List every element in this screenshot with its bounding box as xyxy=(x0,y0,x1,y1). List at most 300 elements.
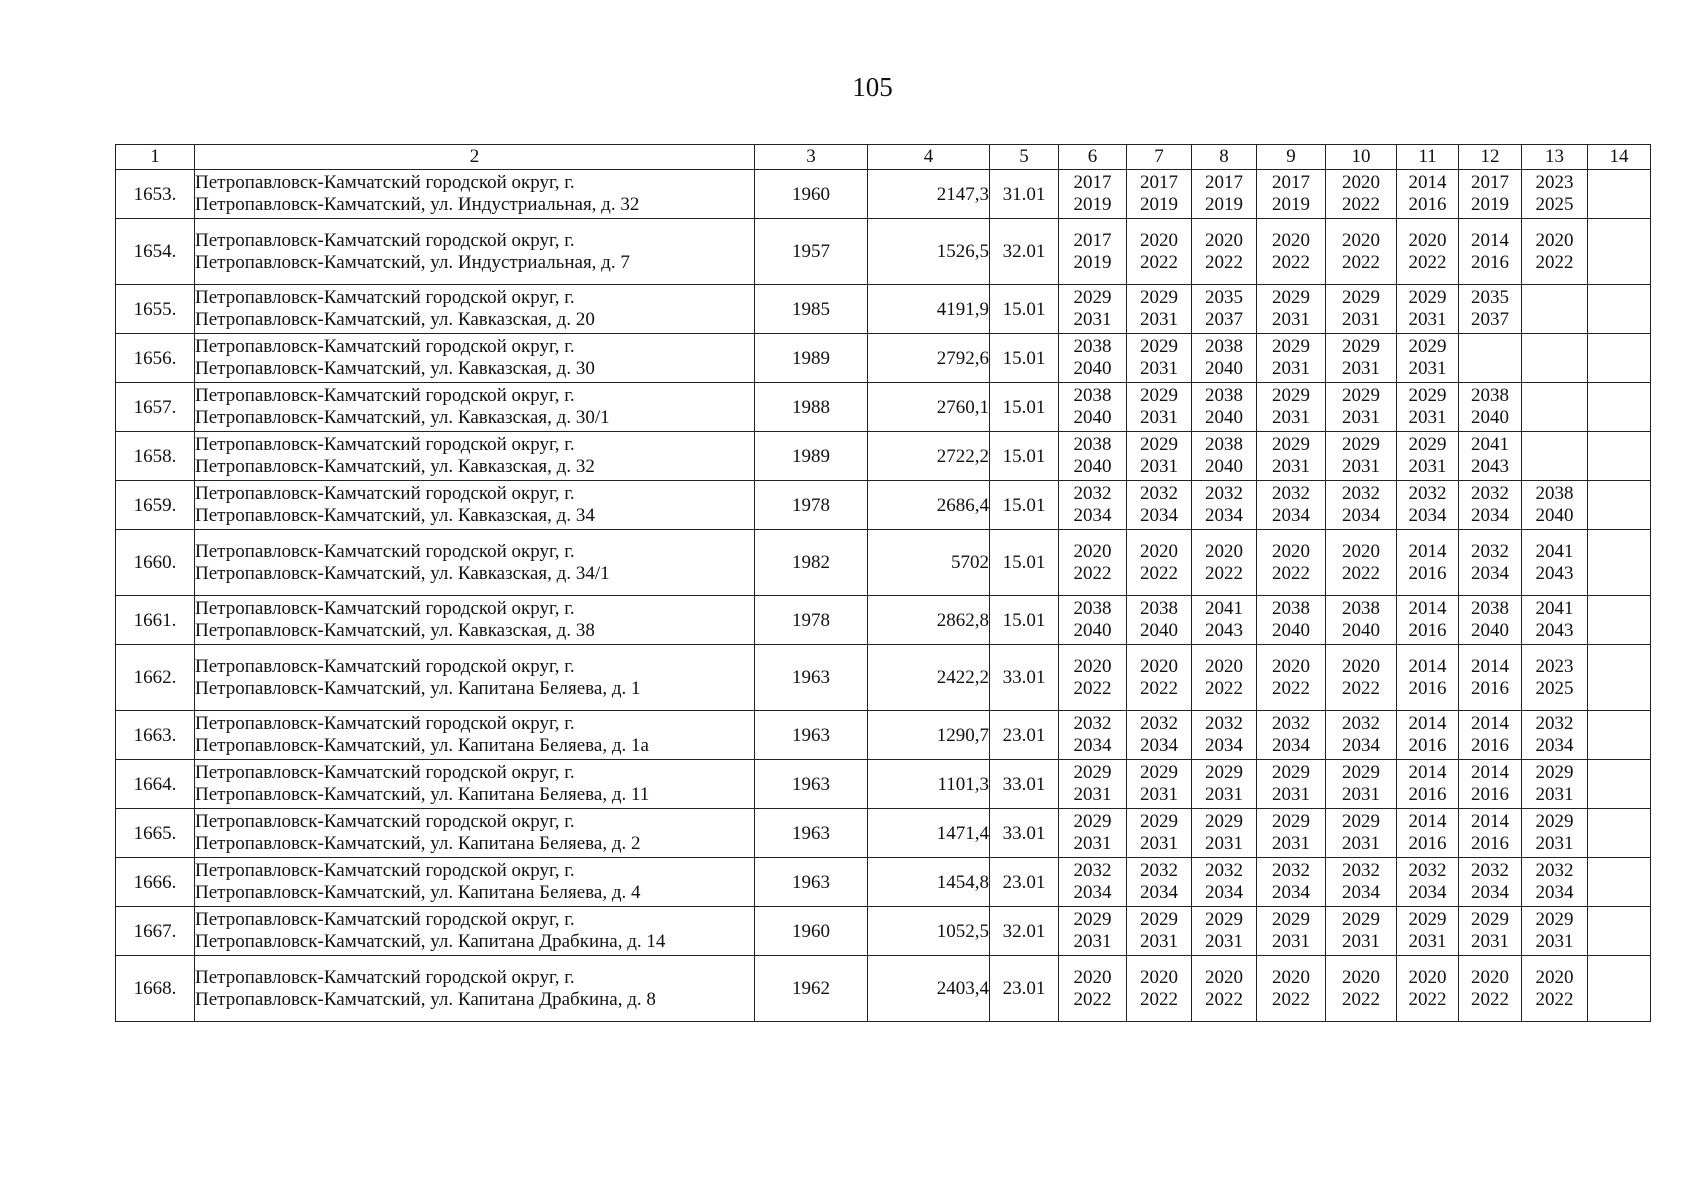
period-end-year: 2034 xyxy=(1140,882,1178,903)
period-cell xyxy=(1192,809,1257,858)
period-cell xyxy=(1059,711,1127,760)
address-line-1: Петропавловск-Камчатский городской округ, г. xyxy=(195,483,575,504)
construction-year: 1982 xyxy=(755,530,868,596)
period-start-year: 2020 xyxy=(1535,966,1574,988)
period-end-year: 2022 xyxy=(1140,562,1178,584)
period-cell xyxy=(1326,760,1397,809)
period-start-year: 2014 xyxy=(1408,811,1447,832)
period-cell xyxy=(1192,219,1257,285)
period-cell xyxy=(1326,285,1397,334)
period-start-year: 2029 xyxy=(1272,385,1310,406)
total-area: 2760,1 xyxy=(868,383,990,432)
period-cell xyxy=(1059,334,1127,383)
period-start-year: 2032 xyxy=(1140,483,1178,504)
period-cell xyxy=(1459,956,1522,1022)
period-cell xyxy=(1326,383,1397,432)
period-end-year: 2034 xyxy=(1471,505,1509,526)
period-end-year: 2031 xyxy=(1205,931,1243,952)
address-line-1: Петропавловск-Камчатский городской округ, г. xyxy=(195,540,575,562)
building-code: 15.01 xyxy=(990,285,1059,334)
period-end-year: 2016 xyxy=(1408,562,1447,584)
period-cell xyxy=(1459,907,1522,956)
period-end-year: 2040 xyxy=(1073,620,1112,641)
period-cell xyxy=(1522,170,1588,219)
period-cell xyxy=(1127,956,1192,1022)
period-cell xyxy=(1059,596,1127,645)
period-start-year: 2029 xyxy=(1205,762,1243,783)
period-start-year: 2032 xyxy=(1342,713,1380,734)
period-end-year: 2022 xyxy=(1342,677,1380,699)
period-start-year: 2020 xyxy=(1342,229,1380,251)
period-cell xyxy=(1059,285,1127,334)
address-cell xyxy=(195,481,755,530)
period-start-year: 2029 xyxy=(1073,811,1112,832)
period-cell xyxy=(1459,432,1522,481)
period-start-year: 2020 xyxy=(1342,966,1380,988)
period-cell xyxy=(1459,809,1522,858)
address-cell xyxy=(195,711,755,760)
construction-year: 1978 xyxy=(755,596,868,645)
period-start-year: 2041 xyxy=(1535,540,1574,562)
period-end-year: 2043 xyxy=(1205,620,1243,641)
period-start-year: 2032 xyxy=(1471,540,1509,562)
period-end-year: 2040 xyxy=(1073,358,1112,379)
period-cell xyxy=(1397,334,1459,383)
period-end-year: 2022 xyxy=(1073,677,1112,699)
column-number-cell: 5 xyxy=(990,145,1059,170)
construction-year: 1989 xyxy=(755,334,868,383)
period-cell xyxy=(1459,645,1522,711)
period-cell xyxy=(1588,596,1651,645)
period-end-year: 2019 xyxy=(1471,194,1509,215)
period-end-year: 2022 xyxy=(1535,988,1574,1010)
period-cell xyxy=(1588,809,1651,858)
period-cell xyxy=(1326,432,1397,481)
period-start-year: 2014 xyxy=(1471,655,1509,677)
period-cell xyxy=(1059,530,1127,596)
address-cell xyxy=(195,858,755,907)
period-cell xyxy=(1257,219,1326,285)
address-cell xyxy=(195,219,755,285)
period-start-year: 2032 xyxy=(1408,483,1447,504)
period-cell xyxy=(1326,858,1397,907)
building-code: 15.01 xyxy=(990,432,1059,481)
period-end-year: 2031 xyxy=(1272,456,1310,477)
period-cell xyxy=(1326,334,1397,383)
period-end-year: 2034 xyxy=(1205,882,1243,903)
period-start-year: 2029 xyxy=(1073,762,1112,783)
period-cell xyxy=(1522,334,1588,383)
table-row xyxy=(116,858,1651,907)
row-number: 1657. xyxy=(116,383,195,432)
period-cell xyxy=(1522,219,1588,285)
address-line-1: Петропавловск-Камчатский городской округ, г. xyxy=(195,713,575,734)
period-end-year: 2022 xyxy=(1342,988,1380,1010)
row-number: 1666. xyxy=(116,858,195,907)
period-cell xyxy=(1588,956,1651,1022)
period-cell xyxy=(1522,711,1588,760)
period-end-year: 2040 xyxy=(1205,407,1243,428)
period-cell xyxy=(1326,956,1397,1022)
period-cell xyxy=(1459,219,1522,285)
period-end-year: 2022 xyxy=(1272,251,1310,273)
period-cell xyxy=(1127,760,1192,809)
period-cell xyxy=(1522,645,1588,711)
period-end-year: 2037 xyxy=(1471,309,1509,330)
page-number: 105 xyxy=(852,72,893,102)
period-end-year: 2034 xyxy=(1535,735,1574,756)
period-cell xyxy=(1588,760,1651,809)
address-line-2: Петропавловск-Камчатский, ул. Кавказская, д. 38 xyxy=(195,620,595,641)
period-start-year: 2038 xyxy=(1205,385,1243,406)
address-line-1: Петропавловск-Камчатский городской округ, г. xyxy=(195,385,575,406)
construction-year: 1960 xyxy=(755,170,868,219)
period-end-year: 2040 xyxy=(1471,620,1509,641)
period-cell xyxy=(1257,711,1326,760)
address-line-1: Петропавловск-Камчатский городской округ, г. xyxy=(195,336,575,357)
period-end-year: 2016 xyxy=(1408,833,1447,854)
table-row xyxy=(116,645,1651,711)
period-cell xyxy=(1588,383,1651,432)
building-code: 15.01 xyxy=(990,596,1059,645)
period-end-year: 2025 xyxy=(1535,677,1574,699)
table-row xyxy=(116,334,1651,383)
period-end-year: 2016 xyxy=(1408,735,1447,756)
period-end-year: 2031 xyxy=(1408,456,1447,477)
construction-year: 1963 xyxy=(755,645,868,711)
period-end-year: 2031 xyxy=(1342,358,1380,379)
total-area: 2722,2 xyxy=(868,432,990,481)
period-end-year: 2019 xyxy=(1073,251,1112,273)
address-cell xyxy=(195,432,755,481)
period-start-year: 2029 xyxy=(1073,909,1112,930)
period-cell xyxy=(1397,481,1459,530)
period-end-year: 2034 xyxy=(1471,562,1509,584)
period-end-year: 2019 xyxy=(1073,194,1112,215)
period-cell xyxy=(1522,956,1588,1022)
period-end-year: 2016 xyxy=(1408,620,1447,641)
total-area: 2792,6 xyxy=(868,334,990,383)
period-cell xyxy=(1397,645,1459,711)
period-start-year: 2023 xyxy=(1535,655,1574,677)
period-start-year: 2038 xyxy=(1205,434,1243,455)
row-number: 1660. xyxy=(116,530,195,596)
row-number: 1663. xyxy=(116,711,195,760)
period-start-year: 2032 xyxy=(1471,483,1509,504)
period-cell xyxy=(1257,596,1326,645)
period-cell xyxy=(1059,170,1127,219)
period-start-year: 2035 xyxy=(1471,287,1509,308)
period-start-year: 2020 xyxy=(1471,966,1509,988)
table-row xyxy=(116,711,1651,760)
period-cell xyxy=(1059,432,1127,481)
period-cell xyxy=(1257,481,1326,530)
address-line-2: Петропавловск-Камчатский, ул. Кавказская, д. 30 xyxy=(195,358,595,379)
period-start-year: 2029 xyxy=(1073,287,1112,308)
period-end-year: 2040 xyxy=(1272,620,1310,641)
period-end-year: 2043 xyxy=(1471,456,1509,477)
building-code: 33.01 xyxy=(990,760,1059,809)
period-end-year: 2031 xyxy=(1535,931,1574,952)
address-cell xyxy=(195,530,755,596)
period-start-year: 2038 xyxy=(1073,336,1112,357)
column-number-cell: 12 xyxy=(1459,145,1522,170)
period-end-year: 2034 xyxy=(1342,505,1380,526)
period-end-year: 2022 xyxy=(1140,677,1178,699)
address-line-2: Петропавловск-Камчатский, ул. Индустриальная, д. 32 xyxy=(195,194,640,215)
period-cell xyxy=(1257,432,1326,481)
column-number-cell: 6 xyxy=(1059,145,1127,170)
total-area: 5702 xyxy=(868,530,990,596)
period-start-year: 2017 xyxy=(1073,229,1112,251)
period-end-year: 2016 xyxy=(1408,677,1447,699)
period-end-year: 2031 xyxy=(1535,833,1574,854)
building-code: 15.01 xyxy=(990,383,1059,432)
table-row xyxy=(116,383,1651,432)
period-start-year: 2017 xyxy=(1140,172,1178,193)
period-start-year: 2020 xyxy=(1535,229,1574,251)
period-cell xyxy=(1459,596,1522,645)
table-row xyxy=(116,760,1651,809)
period-end-year: 2034 xyxy=(1272,882,1310,903)
period-cell xyxy=(1459,170,1522,219)
table-row xyxy=(116,170,1651,219)
period-cell xyxy=(1397,530,1459,596)
period-cell xyxy=(1397,956,1459,1022)
period-cell xyxy=(1588,432,1651,481)
period-cell xyxy=(1127,383,1192,432)
address-line-2: Петропавловск-Камчатский, ул. Кавказская, д. 30/1 xyxy=(195,407,610,428)
period-start-year: 2029 xyxy=(1272,336,1310,357)
period-start-year: 2029 xyxy=(1205,811,1243,832)
period-start-year: 2014 xyxy=(1408,172,1447,193)
period-start-year: 2032 xyxy=(1272,713,1310,734)
period-cell xyxy=(1397,760,1459,809)
period-start-year: 2029 xyxy=(1342,762,1380,783)
period-cell xyxy=(1257,285,1326,334)
construction-year: 1985 xyxy=(755,285,868,334)
period-cell xyxy=(1257,858,1326,907)
period-end-year: 2031 xyxy=(1408,407,1447,428)
period-end-year: 2031 xyxy=(1140,407,1178,428)
period-end-year: 2040 xyxy=(1342,620,1380,641)
construction-year: 1989 xyxy=(755,432,868,481)
period-cell xyxy=(1588,645,1651,711)
period-end-year: 2022 xyxy=(1342,562,1380,584)
total-area: 2686,4 xyxy=(868,481,990,530)
period-start-year: 2032 xyxy=(1073,713,1112,734)
period-end-year: 2022 xyxy=(1272,562,1310,584)
period-end-year: 2031 xyxy=(1272,784,1310,805)
period-cell xyxy=(1588,219,1651,285)
period-end-year: 2016 xyxy=(1471,251,1509,273)
period-cell xyxy=(1192,711,1257,760)
period-start-year: 2029 xyxy=(1140,811,1178,832)
period-cell xyxy=(1459,285,1522,334)
period-end-year: 2034 xyxy=(1140,735,1178,756)
period-cell xyxy=(1522,858,1588,907)
period-start-year: 2029 xyxy=(1140,287,1178,308)
row-number: 1654. xyxy=(116,219,195,285)
period-start-year: 2032 xyxy=(1408,860,1447,881)
column-number-cell: 3 xyxy=(755,145,868,170)
total-area: 2422,2 xyxy=(868,645,990,711)
address-line-2: Петропавловск-Камчатский, ул. Кавказская, д. 32 xyxy=(195,456,595,477)
period-cell xyxy=(1326,809,1397,858)
period-start-year: 2020 xyxy=(1140,540,1178,562)
period-start-year: 2023 xyxy=(1535,172,1574,193)
period-start-year: 2014 xyxy=(1408,540,1447,562)
address-line-1: Петропавловск-Камчатский городской округ, г. xyxy=(195,860,575,881)
period-cell xyxy=(1257,383,1326,432)
period-start-year: 2029 xyxy=(1342,909,1380,930)
period-end-year: 2031 xyxy=(1272,358,1310,379)
period-end-year: 2031 xyxy=(1205,784,1243,805)
address-line-1: Петропавловск-Камчатский городской округ, г. xyxy=(195,811,575,832)
row-number: 1664. xyxy=(116,760,195,809)
period-start-year: 2020 xyxy=(1140,229,1178,251)
period-start-year: 2038 xyxy=(1205,336,1243,357)
period-start-year: 2035 xyxy=(1205,287,1243,308)
address-cell xyxy=(195,809,755,858)
period-start-year: 2029 xyxy=(1140,385,1178,406)
period-end-year: 2034 xyxy=(1140,505,1178,526)
period-start-year: 2029 xyxy=(1342,811,1380,832)
period-start-year: 2032 xyxy=(1073,483,1112,504)
period-start-year: 2029 xyxy=(1535,762,1574,783)
period-start-year: 2020 xyxy=(1408,966,1447,988)
period-end-year: 2016 xyxy=(1471,735,1509,756)
row-number: 1658. xyxy=(116,432,195,481)
address-cell xyxy=(195,383,755,432)
overhaul-schedule-table xyxy=(115,144,1651,1022)
address-line-1: Петропавловск-Камчатский городской округ, г. xyxy=(195,172,575,193)
period-start-year: 2038 xyxy=(1272,598,1310,619)
period-start-year: 2032 xyxy=(1535,713,1574,734)
construction-year: 1988 xyxy=(755,383,868,432)
total-area: 1454,8 xyxy=(868,858,990,907)
address-cell xyxy=(195,907,755,956)
period-end-year: 2031 xyxy=(1342,407,1380,428)
table-row xyxy=(116,907,1651,956)
building-code: 32.01 xyxy=(990,219,1059,285)
period-end-year: 2034 xyxy=(1471,882,1509,903)
address-line-2: Петропавловск-Камчатский, ул. Кавказская, д. 20 xyxy=(195,309,595,330)
address-cell xyxy=(195,285,755,334)
period-cell xyxy=(1192,530,1257,596)
address-line-1: Петропавловск-Камчатский городской округ, г. xyxy=(195,287,575,308)
period-cell xyxy=(1459,383,1522,432)
period-cell xyxy=(1397,711,1459,760)
period-start-year: 2029 xyxy=(1408,434,1447,455)
period-cell xyxy=(1192,432,1257,481)
period-start-year: 2014 xyxy=(1408,655,1447,677)
period-end-year: 2034 xyxy=(1073,505,1112,526)
address-line-1: Петропавловск-Камчатский городской округ, г. xyxy=(195,598,575,619)
period-cell xyxy=(1397,809,1459,858)
period-cell xyxy=(1257,956,1326,1022)
period-cell xyxy=(1257,907,1326,956)
period-start-year: 2029 xyxy=(1342,287,1380,308)
period-cell xyxy=(1192,645,1257,711)
period-cell xyxy=(1192,481,1257,530)
period-start-year: 2017 xyxy=(1205,172,1243,193)
address-line-1: Петропавловск-Камчатский городской округ, г. xyxy=(195,434,575,455)
period-start-year: 2029 xyxy=(1342,434,1380,455)
period-cell xyxy=(1459,711,1522,760)
period-end-year: 2022 xyxy=(1408,988,1447,1010)
period-start-year: 2032 xyxy=(1272,483,1310,504)
table-row xyxy=(116,432,1651,481)
period-start-year: 2020 xyxy=(1205,540,1243,562)
total-area: 1101,3 xyxy=(868,760,990,809)
period-start-year: 2041 xyxy=(1535,598,1574,619)
period-cell xyxy=(1257,760,1326,809)
column-number-cell: 10 xyxy=(1326,145,1397,170)
building-code: 23.01 xyxy=(990,858,1059,907)
period-cell xyxy=(1127,285,1192,334)
period-start-year: 2029 xyxy=(1535,811,1574,832)
period-start-year: 2038 xyxy=(1140,598,1178,619)
address-line-2: Петропавловск-Камчатский, ул. Капитана Беляева, д. 11 xyxy=(195,784,650,805)
construction-year: 1963 xyxy=(755,809,868,858)
construction-year: 1957 xyxy=(755,219,868,285)
period-cell xyxy=(1059,858,1127,907)
period-cell xyxy=(1326,481,1397,530)
total-area: 1526,5 xyxy=(868,219,990,285)
period-cell xyxy=(1059,760,1127,809)
address-line-2: Петропавловск-Камчатский, ул. Капитана Драбкина, д. 8 xyxy=(195,988,656,1010)
period-start-year: 2029 xyxy=(1408,336,1447,357)
period-start-year: 2041 xyxy=(1205,598,1243,619)
period-start-year: 2032 xyxy=(1205,860,1243,881)
period-start-year: 2029 xyxy=(1272,811,1310,832)
period-end-year: 2019 xyxy=(1140,194,1178,215)
period-cell xyxy=(1257,334,1326,383)
period-cell xyxy=(1127,334,1192,383)
period-start-year: 2017 xyxy=(1471,172,1509,193)
period-cell xyxy=(1127,432,1192,481)
table-body xyxy=(116,145,1651,1022)
period-cell xyxy=(1588,285,1651,334)
period-end-year: 2022 xyxy=(1205,251,1243,273)
period-end-year: 2031 xyxy=(1140,456,1178,477)
column-number-cell: 1 xyxy=(116,145,195,170)
period-start-year: 2020 xyxy=(1205,655,1243,677)
period-cell xyxy=(1127,809,1192,858)
period-end-year: 2031 xyxy=(1140,309,1178,330)
row-number: 1656. xyxy=(116,334,195,383)
period-end-year: 2040 xyxy=(1073,456,1112,477)
period-cell xyxy=(1257,530,1326,596)
row-number: 1667. xyxy=(116,907,195,956)
period-cell xyxy=(1522,530,1588,596)
period-end-year: 2031 xyxy=(1140,784,1178,805)
period-start-year: 2029 xyxy=(1342,336,1380,357)
period-cell xyxy=(1397,858,1459,907)
column-number-cell: 9 xyxy=(1257,145,1326,170)
period-start-year: 2038 xyxy=(1535,483,1574,504)
period-cell xyxy=(1257,809,1326,858)
construction-year: 1962 xyxy=(755,956,868,1022)
period-cell xyxy=(1059,956,1127,1022)
period-end-year: 2034 xyxy=(1272,735,1310,756)
period-cell xyxy=(1127,858,1192,907)
period-end-year: 2031 xyxy=(1073,833,1112,854)
period-cell xyxy=(1192,858,1257,907)
period-end-year: 2022 xyxy=(1073,562,1112,584)
address-line-1: Петропавловск-Камчатский городской округ, г. xyxy=(195,762,575,783)
